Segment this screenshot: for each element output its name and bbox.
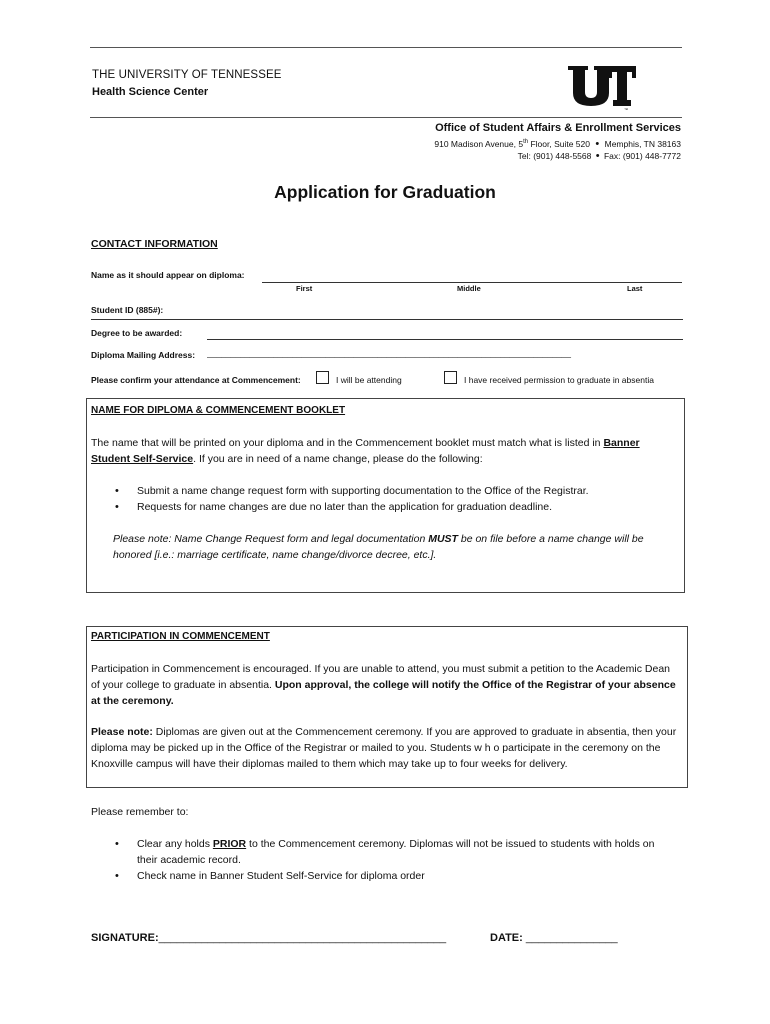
note-text-a: Please note: Name Change Request form and legal documentation bbox=[113, 533, 429, 545]
tel-number: Tel: (901) 448-5568 bbox=[517, 151, 592, 161]
note-text-b: be on file before a name change will be honored [i.e.: marriage certificate, name change/divorce decree, etc.]. bbox=[113, 533, 644, 561]
hold-text-a: Clear any holds bbox=[137, 838, 213, 850]
please-note-text: Diplomas are given out at the Commencement ceremony. If you are approved to graduate in absentia, then your diploma may be picked up in the Office of the Registrar or mailed to you. Students w h o participate in the ceremony on the Knoxville campus will have their diplomas mailed to them which may take up to four weeks for delivery. bbox=[91, 726, 677, 770]
mailing-address-line[interactable]: _____________________________________________________________________________ bbox=[207, 348, 572, 358]
name-section-heading: NAME FOR DIPLOMA & COMMENCEMENT BOOKLET bbox=[91, 405, 346, 416]
header-rule bbox=[90, 117, 682, 118]
bullet-separator: • bbox=[595, 150, 600, 162]
name-change-list bbox=[91, 483, 677, 515]
student-id-line[interactable] bbox=[91, 319, 683, 320]
bullet-separator: • bbox=[595, 138, 600, 150]
address-street: 910 Madison Avenue, 5 bbox=[434, 139, 524, 149]
please-note-label: Please note: bbox=[91, 726, 153, 738]
name-para-text-b: . If you are in need of a name change, please do the following: bbox=[193, 453, 483, 465]
degree-line[interactable] bbox=[207, 339, 683, 340]
banner-self-service-link[interactable]: Banner Student Self-Service bbox=[91, 437, 640, 465]
signature-label: SIGNATURE: bbox=[91, 932, 159, 944]
list-item: • Requests for name changes are due no later than the application for graduation deadline. bbox=[91, 499, 677, 515]
attendance-label: Please confirm your attendance at Commencement: bbox=[91, 375, 301, 385]
logo-tm: ™ bbox=[624, 107, 628, 112]
list-item: • Submit a name change request form with supporting documentation to the Office of the Registrar. bbox=[91, 483, 677, 499]
list-item bbox=[91, 836, 677, 868]
name-para-text-a: The name that will be printed on your diploma and in the Commencement booklet must match what is listed in bbox=[91, 437, 604, 449]
office-address bbox=[434, 138, 681, 150]
remember-list bbox=[91, 836, 677, 884]
top-rule bbox=[90, 47, 682, 48]
page-title: Application for Graduation bbox=[274, 182, 496, 202]
ut-logo bbox=[566, 64, 638, 112]
last-name-caption: Last bbox=[627, 284, 643, 293]
university-name: THE UNIVERSITY OF TENNESSEE bbox=[92, 69, 282, 81]
address-city: Memphis, TN 38163 bbox=[604, 139, 681, 149]
participation-paragraph bbox=[91, 661, 679, 709]
middle-name-caption: Middle bbox=[457, 284, 481, 293]
remember-intro: Please remember to: bbox=[91, 806, 189, 818]
list-item: • Check name in Banner Student Self-Service for diploma order bbox=[91, 868, 677, 884]
student-id-label: Student ID (885#): bbox=[91, 305, 164, 315]
participation-heading: PARTICIPATION IN COMMENCEMENT bbox=[91, 631, 270, 642]
participation-text: Participation in Commencement is encouraged. If you are unable to attend, you must submit a petition to the Academic Dean of your college to graduate in absentia. bbox=[91, 663, 670, 691]
participation-approval: Upon approval, the college will notify the Office of the Registrar of your absence at the ceremony. bbox=[91, 679, 676, 707]
attend-checkbox[interactable] bbox=[316, 371, 329, 384]
prior-emphasis: PRIOR bbox=[212, 838, 247, 850]
fax-number: Fax: (901) 448-7772 bbox=[603, 151, 681, 161]
absentia-checkbox[interactable] bbox=[444, 371, 457, 384]
note-must: MUST bbox=[428, 533, 458, 545]
absentia-option-label: I have received permission to graduate in absentia bbox=[464, 375, 654, 385]
first-name-caption: First bbox=[296, 284, 313, 293]
hold-text-b: to the Commencement ceremony. Diplomas will not be issued to students with holds on their academic record. bbox=[137, 838, 655, 866]
degree-label: Degree to be awarded: bbox=[91, 328, 183, 338]
contact-heading: CONTACT INFORMATION bbox=[91, 238, 218, 250]
name-label: Name as it should appear on diploma: bbox=[91, 270, 245, 280]
office-phone bbox=[518, 150, 681, 162]
name-section-paragraph bbox=[91, 435, 677, 467]
center-name: Health Science Center bbox=[92, 86, 209, 98]
date-line: _______________ bbox=[522, 932, 618, 944]
mailing-address-label: Diploma Mailing Address: bbox=[91, 350, 196, 360]
address-floor: Floor, Suite 520 bbox=[528, 139, 590, 149]
office-name: Office of Student Affairs & Enrollment Services bbox=[435, 122, 681, 134]
signature-line: _______________________________________________ bbox=[158, 932, 447, 944]
participation-note bbox=[91, 724, 681, 772]
name-change-note bbox=[113, 531, 673, 563]
date-label: DATE: bbox=[490, 932, 523, 944]
name-input-line[interactable] bbox=[262, 282, 682, 283]
date-field[interactable] bbox=[490, 932, 618, 944]
signature-field[interactable] bbox=[91, 932, 446, 944]
attend-option-label: I will be attending bbox=[336, 375, 402, 385]
address-sup: th bbox=[523, 139, 529, 146]
